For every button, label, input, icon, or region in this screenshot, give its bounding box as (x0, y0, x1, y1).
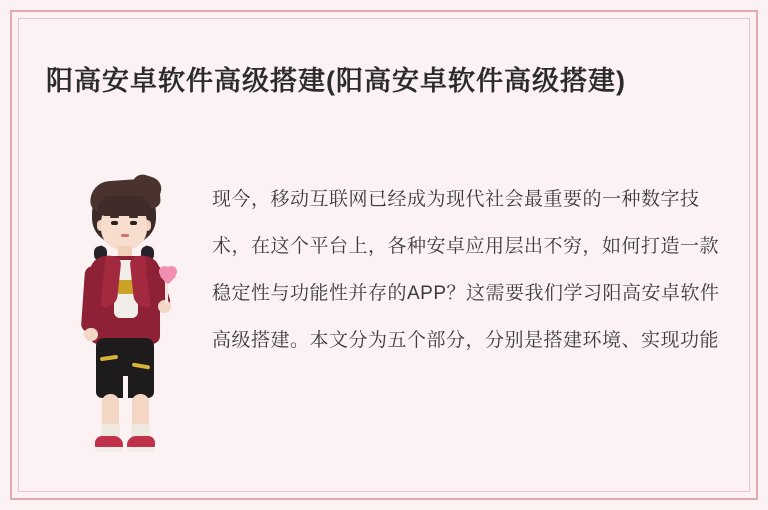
right-shoe-sole-shape (127, 447, 155, 452)
mouth-shape (121, 234, 129, 237)
page-title: 阳高安卓软件高级搭建(阳高安卓软件高级搭建) (46, 66, 626, 96)
right-eye-shape (130, 221, 137, 225)
shorts-inseam-gap (123, 376, 128, 400)
cartoon-boy-with-lollipop-illustration (70, 180, 190, 470)
left-eye-shape (111, 221, 118, 225)
article-body: 现今，移动互联网已经成为现代社会最重要的一种数字技术，在这个平台上，各种安卓应用层出不穷，如何打造一款稳定性与功能性并存的APP？这需要我们学习阳高安卓软件高级搭建。本文分为五个部分，分别是搭建环境、实现功能 (212, 189, 720, 351)
left-hand-shape (84, 328, 98, 341)
left-shoe-sole-shape (95, 447, 123, 452)
right-eyebrow-shape (129, 216, 138, 218)
left-eyebrow-shape (110, 216, 119, 218)
hair-fringe-shape (98, 196, 150, 216)
